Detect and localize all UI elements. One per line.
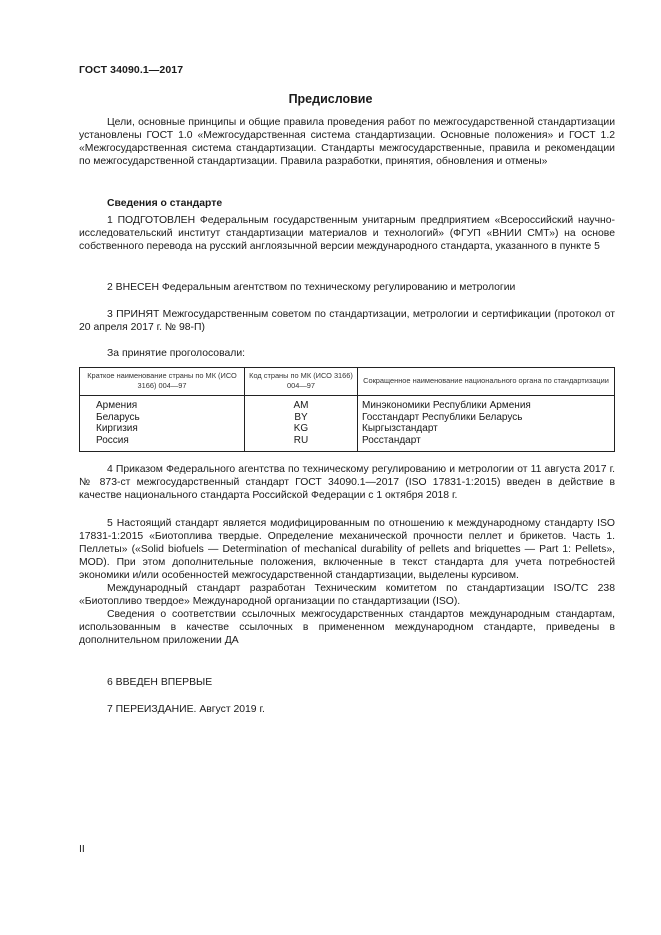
col-header-country: Краткое наименование страны по МК (ИСО 3166) 004—97	[80, 368, 245, 396]
col-header-national-body: Сокращенное наименование национального органа по стандартизации	[358, 368, 615, 396]
national-body-cell: Кыргызстандарт	[358, 423, 615, 435]
item-5-paragraph-3: Сведения о соответствии ссылочных межгосударственных стандартов международным стандартам, использованным в качестве ссылочных в примененном международном стандарте, приведены в дополнительном приложении ДА	[79, 609, 615, 646]
item-6-paragraph: 6 ВВЕДЕН ВПЕРВЫЕ	[107, 677, 213, 688]
item-1-paragraph: 1 ПОДГОТОВЛЕН Федеральным государственным унитарным предприятием «Всероссийский научно-исследовательский институт стандартизации материалов и технологий» (ФГУП «ВНИИ СМТ») на основе собственного перевода на русский англоязычной версии международного стандарта, указанного в пункте 5	[79, 215, 615, 252]
country-cell: Киргизия	[80, 423, 245, 435]
item-5-block	[79, 517, 615, 647]
item-5-paragraph: 5 Настоящий стандарт является модифицированным по отношению к международному стандарту ISO 17831-1:2015 «Биотоплива твердые. Определение механической прочности пеллет и брикетов. Часть 1. Пеллеты» («Solid biofuels — Determination of mechanical durability of pellets and briquettes — Part 1: Pellets», MOD). При этом дополнительные положения, включенные в текст стандарта для учета потребностей экономики и/или особенностей межгосударственной стандартизации, выделены курсивом.	[79, 518, 615, 581]
table-row	[80, 423, 615, 435]
section-heading: Сведения о стандарте	[107, 198, 223, 209]
code-cell: RU	[245, 435, 358, 452]
intro-paragraph-block	[79, 116, 615, 168]
item-2-paragraph: 2 ВНЕСЕН Федеральным агентством по техническому регулированию и метрологии	[107, 282, 516, 293]
item-7-paragraph: 7 ПЕРЕИЗДАНИЕ. Август 2019 г.	[107, 704, 265, 715]
country-cell: Беларусь	[80, 412, 245, 424]
item-4-block	[79, 463, 615, 502]
votes-intro-block	[79, 347, 615, 360]
country-cell: Армения	[80, 396, 245, 412]
item-2-block	[79, 281, 615, 294]
code-cell: KG	[245, 423, 358, 435]
code-cell: BY	[245, 412, 358, 424]
code-cell: AM	[245, 396, 358, 412]
col-header-code: Код страны по МК (ИСО 3166) 004—97	[245, 368, 358, 396]
table-row	[80, 435, 615, 452]
table-row	[80, 412, 615, 424]
intro-paragraph: Цели, основные принципы и общие правила проведения работ по межгосударственной стандартизации установлены ГОСТ 1.0 «Межгосударственная система стандартизации. Основные положения» и ГОСТ 1.2 «Межгосударственная система стандартизации. Стандарты межгосударственные, правила и рекомендации по межгосударственной стандартизации. Правила разработки, принятия, обновления и отмены»	[79, 117, 615, 167]
item-7-block	[79, 703, 615, 716]
national-body-cell: Росстандарт	[358, 435, 615, 452]
table-row	[80, 396, 615, 412]
item-6-block	[79, 676, 615, 689]
page-title: Предисловие	[288, 92, 373, 106]
item-3-block	[79, 308, 615, 334]
item-1-block	[79, 214, 615, 253]
votes-intro-text: За принятие проголосовали:	[107, 348, 246, 359]
page-number: II	[79, 843, 85, 855]
table-header-row	[80, 368, 615, 396]
item-3-paragraph: 3 ПРИНЯТ Межгосударственным советом по стандартизации, метрологии и сертификации (протокол от 20 апреля 2017 г. № 98-П)	[79, 309, 615, 333]
national-body-cell: Госстандарт Республики Беларусь	[358, 412, 615, 424]
item-5-paragraph-2: Международный стандарт разработан Техническим комитетом по стандартизации ISO/TC 238 «Биотопливо твердое» Международной организации по стандартизации (ISO).	[79, 583, 615, 607]
item-4-paragraph: 4 Приказом Федерального агентства по техническому регулированию и метрологии от 11 августа 2017 г. № 873-ст межгосударственный стандарт ГОСТ 34090.1—2017 (ISO 17831-1:2015) введен в действие в качестве национального стандарта Российской Федерации с 1 октября 2018 г.	[79, 464, 615, 501]
national-body-cell: Минэкономики Республики Армения	[358, 396, 615, 412]
document-code-header: ГОСТ 34090.1—2017	[79, 64, 184, 76]
voting-countries-table	[79, 367, 615, 452]
country-cell: Россия	[80, 435, 245, 452]
